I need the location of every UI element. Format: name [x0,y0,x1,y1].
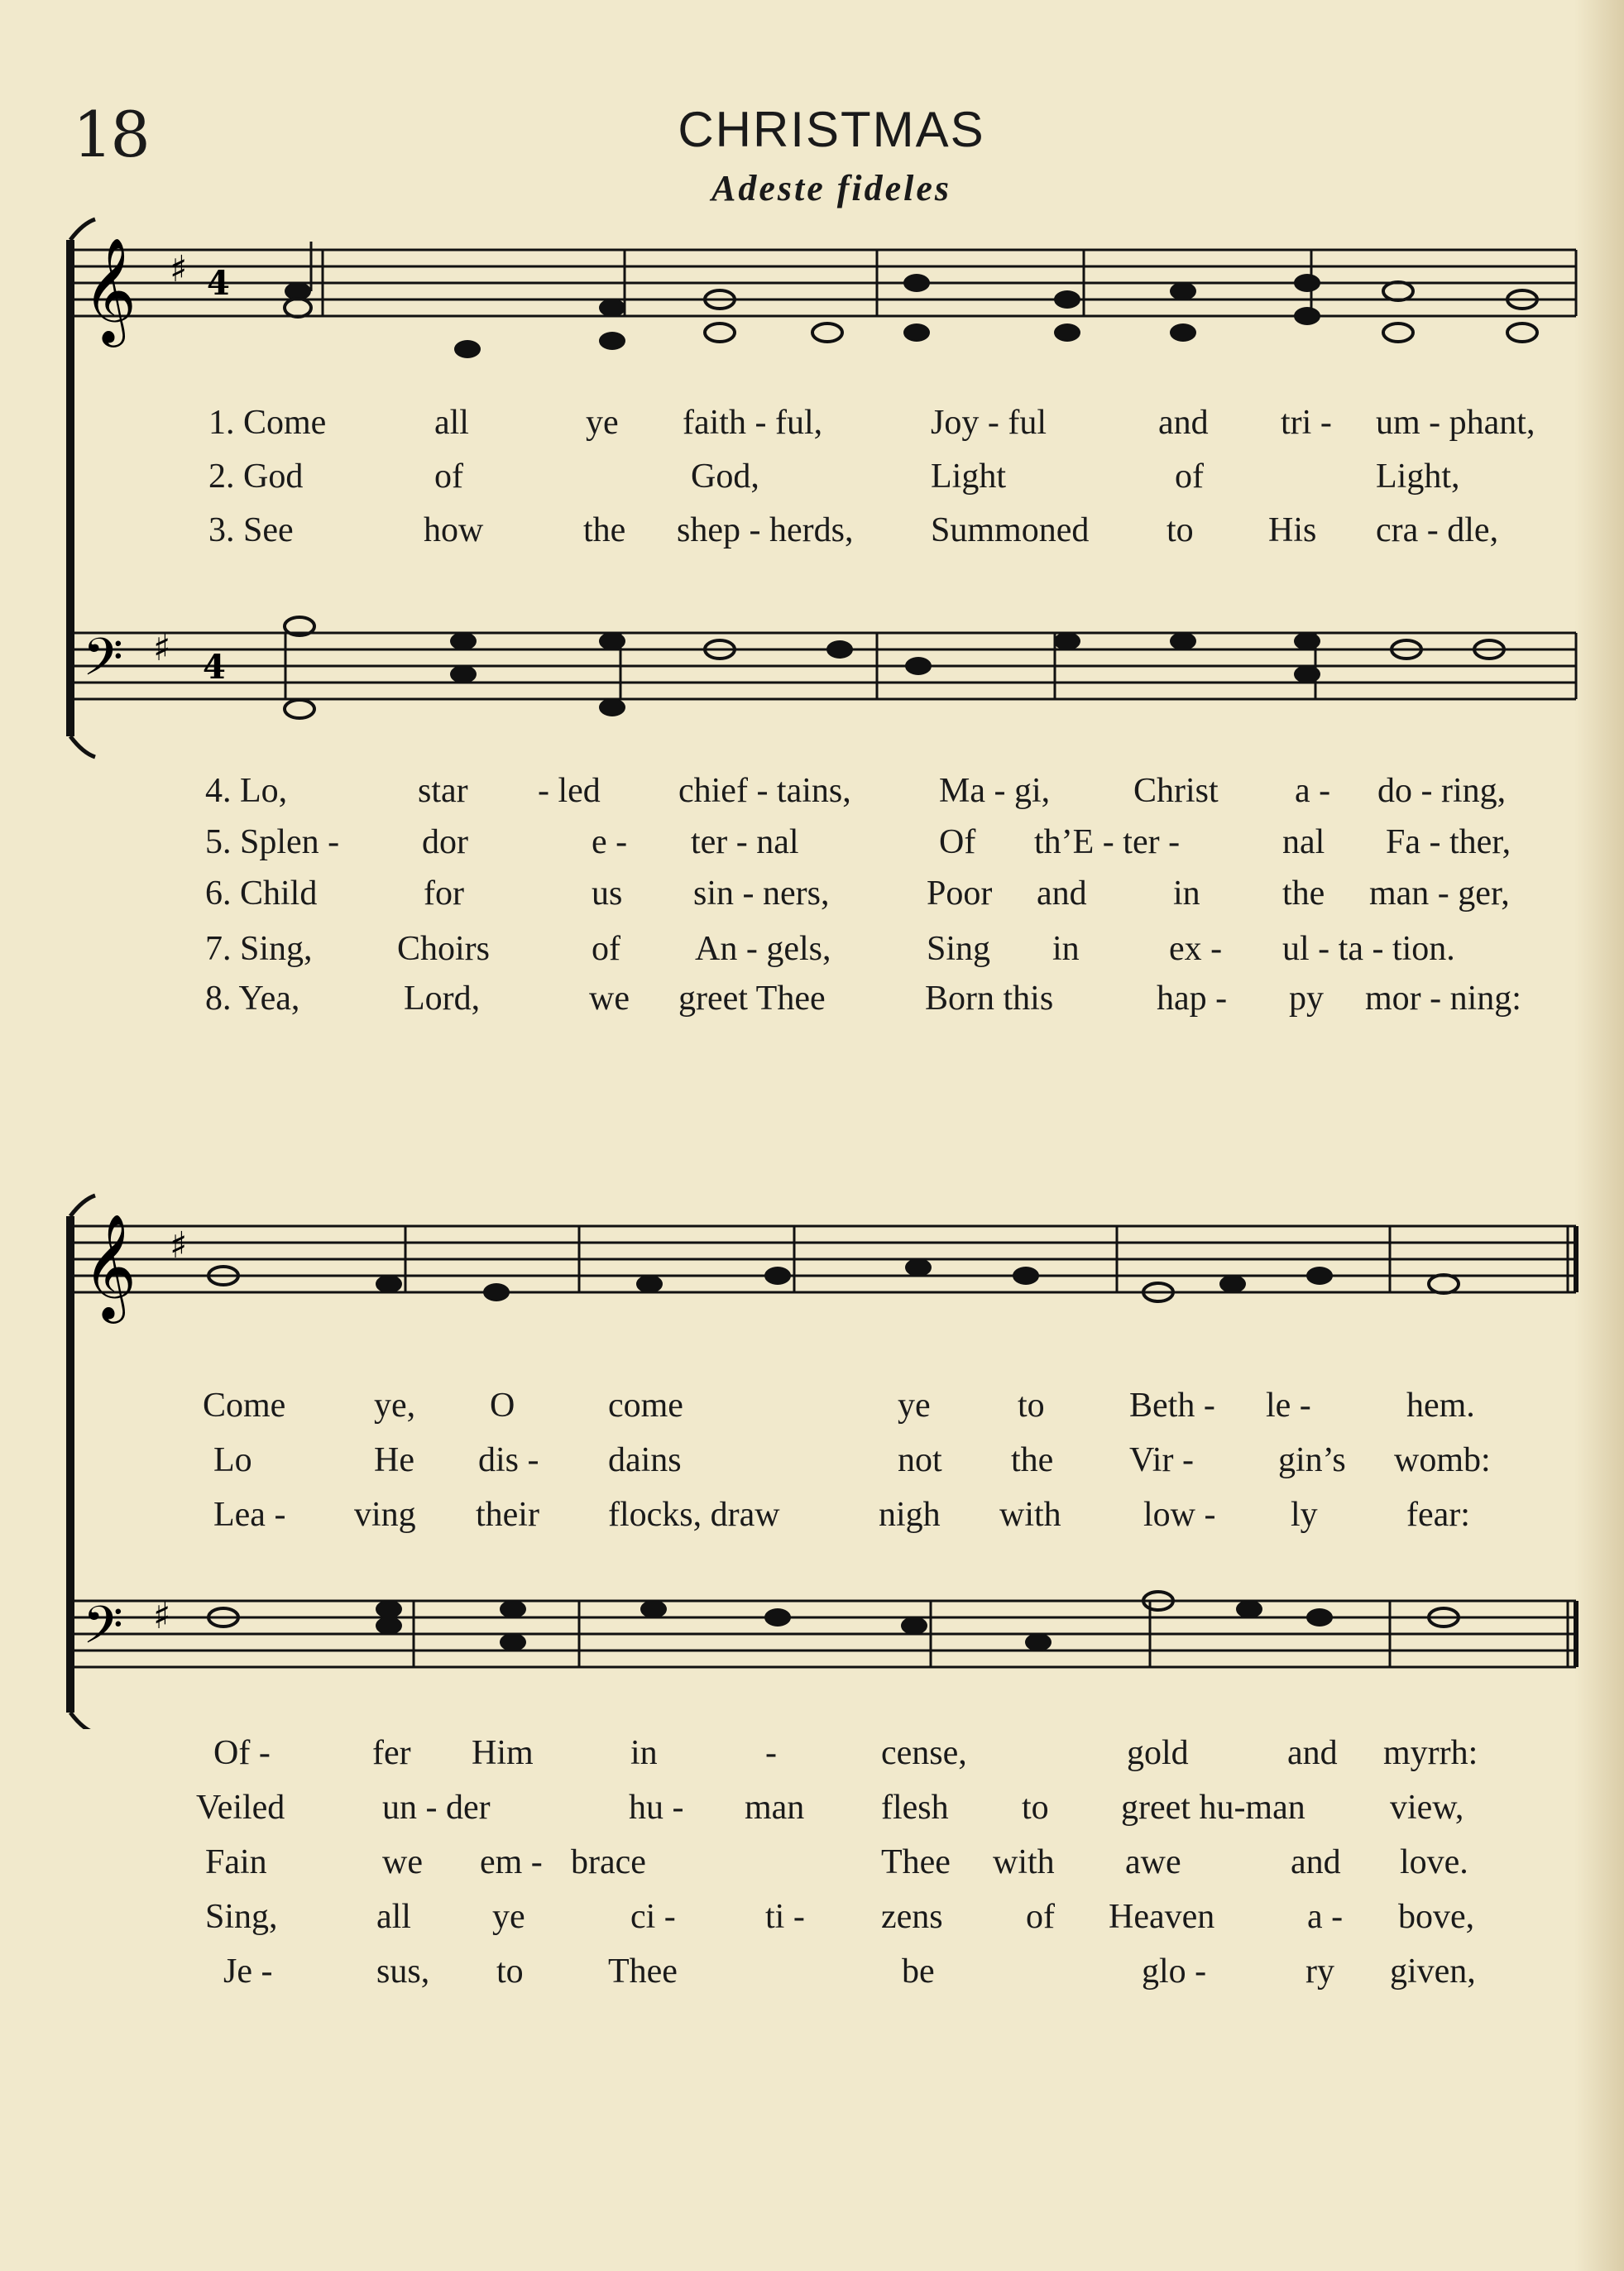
lyric-syllable: py [1289,980,1324,1018]
lyric-syllable: - [765,1734,777,1772]
lyric-syllable: fer [372,1734,411,1772]
lyric-syllable: em - [480,1843,543,1881]
lyric-syllable: in [1052,930,1080,968]
page-title: CHRISTMAS [678,102,985,157]
lyric-syllable: e - [592,823,628,861]
lyric-syllable: myrrh: [1383,1734,1478,1772]
tune-name: Adeste fideles [711,168,952,208]
lyric-syllable: womb: [1394,1441,1491,1479]
lyric-syllable: all [434,404,469,442]
lyric-syllable: Of - [213,1734,271,1772]
lyric-syllable: An - gels, [695,930,831,968]
bass-staff [74,633,1576,699]
lyric-syllable: 2. God [208,458,304,496]
lyric-syllable: dains [608,1441,682,1479]
lyric-syllable: flesh [881,1789,949,1827]
lyric-syllable: gold [1127,1734,1189,1772]
lyric-syllable: ry [1305,1952,1334,1991]
lyric-syllable: hu - [629,1789,684,1827]
lyric-syllable: Lord, [404,980,481,1018]
verse-line [0,1954,1624,2004]
verse-line [0,513,1624,563]
lyric-syllable: of [434,458,463,496]
lyric-syllable: ving [354,1496,416,1534]
lyric-syllable: ye [492,1898,525,1936]
lyric-syllable: Lea - [213,1496,286,1534]
lyric-syllable: we [382,1843,423,1881]
lyric-syllable: ly [1291,1496,1318,1534]
lyric-syllable: how [424,511,484,549]
lyric-syllable: in [630,1734,658,1772]
sharp-icon: ♯ [170,248,188,290]
lyric-syllable: tri - [1281,404,1332,442]
lyric-syllable: sin - ners, [693,874,830,913]
lyric-syllable: Thee [881,1843,951,1881]
lyric-syllable: Summoned [931,511,1090,549]
lyric-syllable: Lo [213,1441,252,1479]
lyric-syllable: sus, [376,1952,430,1991]
svg-text:4: 4 [203,648,226,687]
lyric-syllable: Veiled [196,1789,285,1827]
lyric-syllable: bove, [1398,1898,1475,1936]
verse-line [0,774,1624,823]
lyric-syllable: 6. Child [205,874,318,913]
lyric-syllable: nigh [879,1496,941,1534]
lyric-syllable: Je - [223,1952,273,1991]
lyric-syllable: um - phant, [1376,404,1535,442]
lyric-syllable: with [993,1843,1055,1881]
lyric-syllable: shep - herds, [677,511,854,549]
lyric-syllable: the [1282,874,1325,913]
lyric-syllable: Sing [927,930,991,968]
lyric-syllable: 5. Splen - [205,823,340,861]
lyric-syllable: love. [1400,1843,1468,1881]
verse-line [0,981,1624,1031]
verse-line [0,825,1624,874]
lyric-syllable: greet Thee [678,980,826,1018]
lyric-syllable: Poor [927,874,993,913]
lyric-syllable: ye [586,404,619,442]
lyric-syllable: hem. [1406,1387,1475,1425]
lyric-syllable: le - [1266,1387,1311,1425]
verse-line [0,1790,1624,1840]
lyric-syllable: 1. Come [208,404,327,442]
lyric-syllable: mor - ning: [1365,980,1521,1018]
lyric-syllable: 4. Lo, [205,772,288,810]
lyric-syllable: their [476,1496,539,1534]
treble-clef-icon: 𝄞 [83,237,137,343]
lyric-syllable: for [424,874,464,913]
lyric-syllable: Thee [608,1952,678,1991]
sharp-icon: ♯ [153,1595,171,1637]
treble-staff [74,1226,1576,1292]
lyric-syllable: His [1268,511,1317,549]
lyric-syllable: Vir - [1129,1441,1194,1479]
lyric-syllable: and [1158,404,1209,442]
lyric-syllable: cense, [881,1734,967,1772]
verse-line [0,1900,1624,1949]
verse-line [0,405,1624,455]
lyric-syllable: ti - [765,1898,805,1936]
lyric-syllable: Choirs [397,930,491,968]
treble-notes [208,1258,1459,1301]
lyric-syllable: God, [691,458,759,496]
lyric-syllable: Light [931,458,1006,496]
bass-clef-icon: 𝄢 [83,626,123,700]
lyric-syllable: O [490,1387,515,1425]
lyric-syllable: dor [422,823,468,861]
lyric-syllable: - led [538,772,601,810]
lyric-syllable: un - der [382,1789,491,1827]
lyric-syllable: all [376,1898,411,1936]
lyric-syllable: the [1011,1441,1054,1479]
lyric-syllable: Heaven [1109,1898,1215,1936]
lyric-syllable: a - [1295,772,1331,810]
lyric-syllable: in [1173,874,1200,913]
lyric-syllable: glo - [1142,1952,1207,1991]
lyric-syllable: Christ [1133,772,1219,810]
lyric-syllable: 7. Sing, [205,930,313,968]
sharp-icon: ♯ [170,1224,188,1267]
lyric-syllable: brace [571,1843,646,1881]
lyric-syllable: Fain [205,1843,267,1881]
lyric-syllable: Born this [925,980,1054,1018]
lyric-syllable: cra - dle, [1376,511,1499,549]
lyric-syllable: of [592,930,620,968]
lyric-syllable: hap - [1157,980,1228,1018]
lyric-syllable: and [1037,874,1087,913]
lyric-syllable: with [999,1496,1061,1534]
lyric-syllable: chief - tains, [678,772,851,810]
lyric-syllable: zens [881,1898,943,1936]
lyric-syllable: ter - nal [691,823,799,861]
lyric-syllable: Ma - gi, [939,772,1051,810]
verse-line [0,1388,1624,1438]
lyric-syllable: Him [472,1734,534,1772]
lyric-syllable: greet hu-man [1121,1789,1305,1827]
lyric-syllable: Beth - [1129,1387,1215,1425]
lyric-syllable: ul - ta - tion. [1282,930,1455,968]
lyric-syllable: and [1287,1734,1338,1772]
lyric-syllable: ex - [1169,930,1223,968]
lyric-syllable: given, [1390,1952,1476,1991]
verse-line [0,1497,1624,1547]
lyric-syllable: to [496,1952,524,1991]
time-signature: 4 [207,264,230,303]
lyric-syllable: He [374,1441,414,1479]
lyric-syllable: nal [1282,823,1325,861]
lyric-syllable: fear: [1406,1496,1470,1534]
lyric-syllable: come [608,1387,683,1425]
lyric-syllable: of [1175,458,1204,496]
lyric-syllable: ci - [630,1898,676,1936]
lyric-syllable: and [1291,1843,1341,1881]
lyric-syllable: man - ger, [1369,874,1510,913]
lyric-syllable: we [589,980,630,1018]
lyric-syllable: to [1022,1789,1049,1827]
lyric-syllable: ye, [374,1387,416,1425]
lyric-syllable: ye [898,1387,931,1425]
lyric-syllable: to [1018,1387,1045,1425]
verse-line [0,876,1624,926]
lyric-syllable: Light, [1376,458,1460,496]
lyric-syllable: view, [1390,1789,1464,1827]
lyric-syllable: star [418,772,468,810]
verse-line [0,1736,1624,1785]
page-number: 18 [73,98,148,171]
lyric-syllable: not [898,1441,942,1479]
lyric-syllable: awe [1125,1843,1181,1881]
lyric-syllable: be [902,1952,935,1991]
lyric-syllable: a - [1307,1898,1344,1936]
lyric-syllable: faith - ful, [683,404,823,442]
verse-line [0,932,1624,981]
lyric-syllable: 3. See [208,511,294,549]
lyric-syllable: the [583,511,626,549]
lyric-syllable: us [592,874,623,913]
treble-clef-icon: 𝄞 [83,1213,137,1319]
lyric-syllable: to [1167,511,1194,549]
lyric-syllable: do - ring, [1377,772,1507,810]
lyric-syllable: Come [203,1387,286,1425]
lyric-syllable: of [1026,1898,1055,1936]
lyric-syllable: man [745,1789,805,1827]
verse-line [0,459,1624,509]
lyric-syllable: flocks, draw [608,1496,780,1534]
verse-line [0,1443,1624,1492]
lyric-syllable: Of [939,823,976,861]
verse-line [0,1845,1624,1895]
lyric-syllable: gin’s [1278,1441,1346,1479]
lyric-syllable: Sing, [205,1898,278,1936]
lyric-syllable: dis - [478,1441,539,1479]
lyric-syllable: 8. Yea, [205,980,300,1018]
sharp-icon: ♯ [153,627,171,669]
lyric-syllable: Fa - ther, [1386,823,1511,861]
bass-staff [74,1601,1576,1667]
lyric-syllable: low - [1143,1496,1216,1534]
lyric-syllable: th’E - ter - [1034,823,1181,861]
bass-clef-icon: 𝄢 [83,1594,123,1668]
lyric-syllable: Joy - ful [931,404,1047,442]
